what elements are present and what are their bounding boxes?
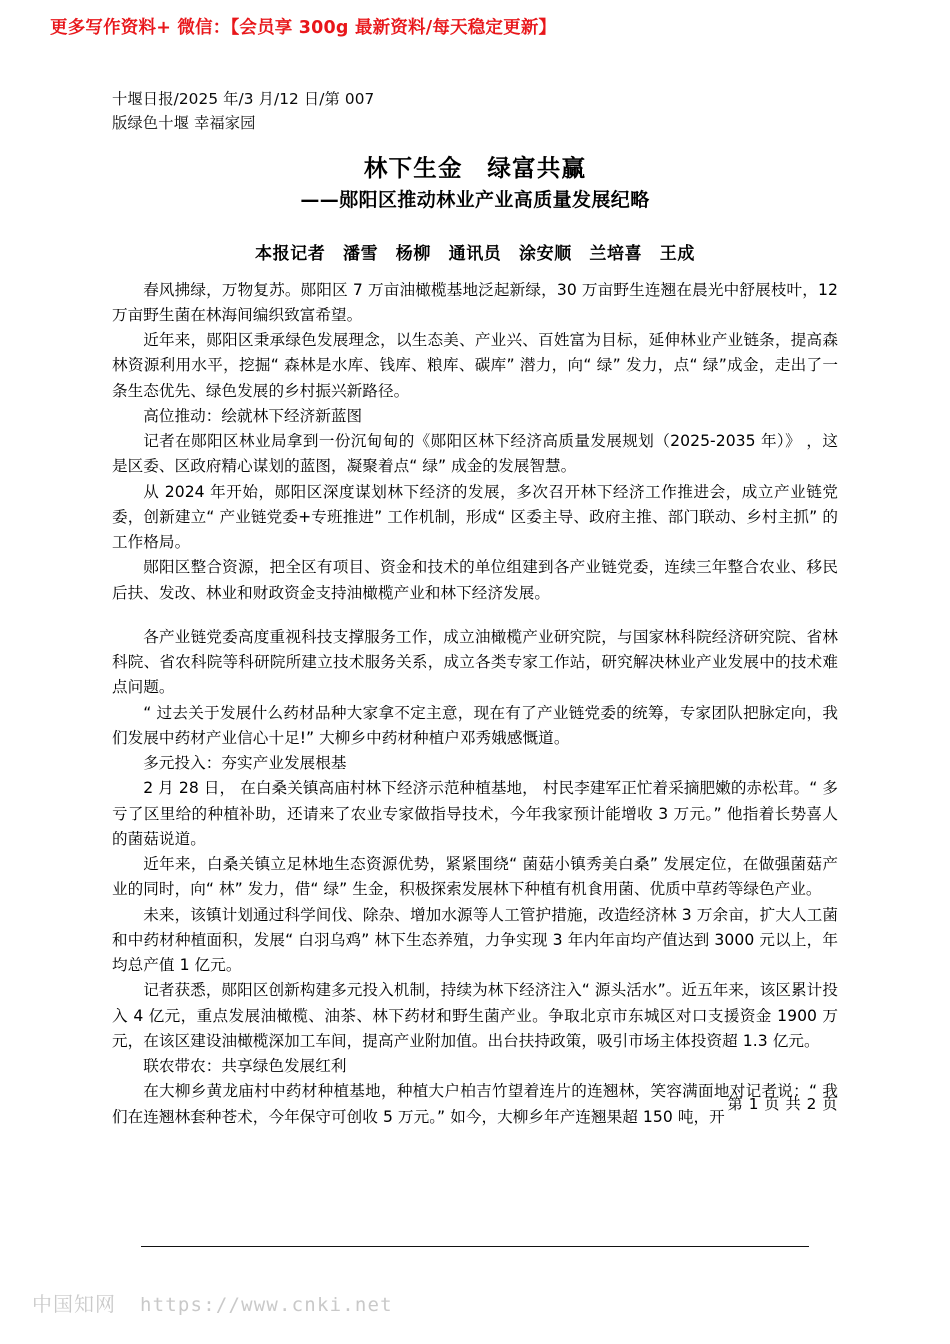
article-paragraph: 春风拂绿，万物复苏。郧阳区 7 万亩油橄榄基地泛起新绿，30 万亩野生连翘在晨光中舒展枝叶，12 万亩野生菌在林海间编织致富希望。 [112, 280, 838, 324]
masthead-line-1: 十堰日报/2025 年/3 月/12 日/第 007 [112, 90, 375, 108]
article-paragraph: “ 过去关于发展什么药材品种大家拿不定主意，现在有了产业链党委的统筹，专家团队把脉定向，我们发展中药材产业信心十足!” 大柳乡中药材种植户邓秀娥感慨道。 [112, 703, 838, 747]
article-paragraph: 多元投入：夯实产业发展根基 [143, 754, 347, 773]
article-paragraph: 联农带农：共享绿色发展红利 [143, 1057, 347, 1076]
article-paragraph: 未来，该镇计划通过科学间伐、除杂、增加水源等人工管护措施，改造经济林 3 万余亩，扩大人工菌和中药材种植面积，发展“ 白羽乌鸡” 林下生态养殖，力争实现 3 年内年亩均产值达到 3000 元以上，年均总产值 1 亿元。 [112, 905, 838, 975]
article-paragraph: 2 月 28 日， 在白桑关镇高庙村林下经济示范种植基地， 村民李建军正忙着采摘肥嫩的赤松茸。“ 多亏了区里给的种植补助，还请来了农业专家做指导技术，今年我家预计能增收 3 万元。” 他指着长势喜人的菌菇说道。 [112, 779, 838, 848]
article-body [112, 278, 838, 1130]
cnki-brand-label: 中国知网 [32, 1292, 116, 1316]
document-content [112, 88, 838, 1130]
article-paragraph: 从 2024 年开始，郧阳区深度谋划林下经济的发展，多次召开林下经济工作推进会，成立产业链党委，创新建立“ 产业链党委+专班推进” 工作机制，形成“ 区委主导、政府主推、部门联动、乡村主抓” 的工作格局。 [112, 482, 838, 552]
cnki-watermark [32, 1288, 393, 1317]
promo-banner [0, 14, 950, 39]
page-title: 林下生金 绿富共赢 [363, 154, 587, 183]
promo-banner-text: 更多写作资料+ 微信：【会员享 300g 最新资料/每天稳定更新】 [50, 18, 557, 38]
masthead [112, 88, 838, 135]
article-paragraph: 近年来，郧阳区秉承绿色发展理念，以生态美、产业兴、百姓富为目标，延伸林业产业链条，提高森林资源利用水平，挖掘“ 森林是水库、钱库、粮库、碳库” 潜力，向“ 绿” 发力，点“ 绿”成金，走出了一条生态优先、绿色发展的乡村振兴新路径。 [112, 331, 838, 400]
article-paragraph: 记者在郧阳区林业局拿到一份沉甸甸的《郧阳区林下经济高质量发展规划（2025-2035 年）》 ，这是区委、区政府精心谋划的蓝图，凝聚着点“ 绿” 成金的发展智慧。 [112, 432, 838, 476]
byline: 本报记者 潘雪 杨柳 通讯员 涂安顺 兰培喜 王成 [255, 243, 695, 264]
article-paragraph: 高位推动：绘就林下经济新蓝图 [143, 406, 363, 425]
page-subtitle: ——郧阳区推动林业产业高质量发展纪略 [300, 188, 650, 211]
article-paragraph: 近年来，白桑关镇立足林地生态资源优势，紧紧围绕“ 菌菇小镇秀美白桑” 发展定位，在做强菌菇产业的同时，向“ 林” 发力，借“ 绿” 生金，积极探索发展林下种植有机食用菌、优质中草药等绿色产业。 [112, 855, 838, 899]
article-paragraph: 在大柳乡黄龙庙村中药材种植基地，种植大户柏吉竹望着连片的连翘林，笑容满面地对记者说：“ 我们在连翘林套种苍术，今年保守可创收 5 万元。” 如今，大柳乡年产连翘果超 150 吨，开 [112, 1082, 838, 1126]
footer-divider [141, 1246, 809, 1247]
article-paragraph: 各产业链党委高度重视科技支撑服务工作，成立油橄榄产业研究院，与国家林科院经济研究院、省林科院、省农科院等科研院所建立技术服务关系，成立各类专家工作站，研究解决林业产业发展中的技术难点问题。 [112, 627, 838, 697]
cnki-url-label: https://www.cnki.net [140, 1294, 393, 1316]
article-paragraph: 记者获悉，郧阳区创新构建多元投入机制，持续为林下经济注入“ 源头活水”。近五年来，该区累计投入 4 亿元，重点发展油橄榄、油茶、林下药材和野生菌产业。争取北京市东城区对口支援资金 1900 万元，在该区建设油橄榄深加工车间，提高产业附加值。出台扶持政策，吸引市场主体投资超 1.3 亿元。 [112, 981, 838, 1050]
masthead-line-2: 版绿色十堰 幸福家园 [112, 113, 256, 132]
page-number-label: 第 1 页 共 2 页 [727, 1095, 838, 1113]
page-footer [112, 1092, 838, 1114]
article-paragraph: 郧阳区整合资源，把全区有项目、资金和技术的单位组建到各产业链党委，连续三年整合农业、移民后扶、发改、林业和财政资金支持油橄榄产业和林下经济发展。 [112, 558, 838, 602]
